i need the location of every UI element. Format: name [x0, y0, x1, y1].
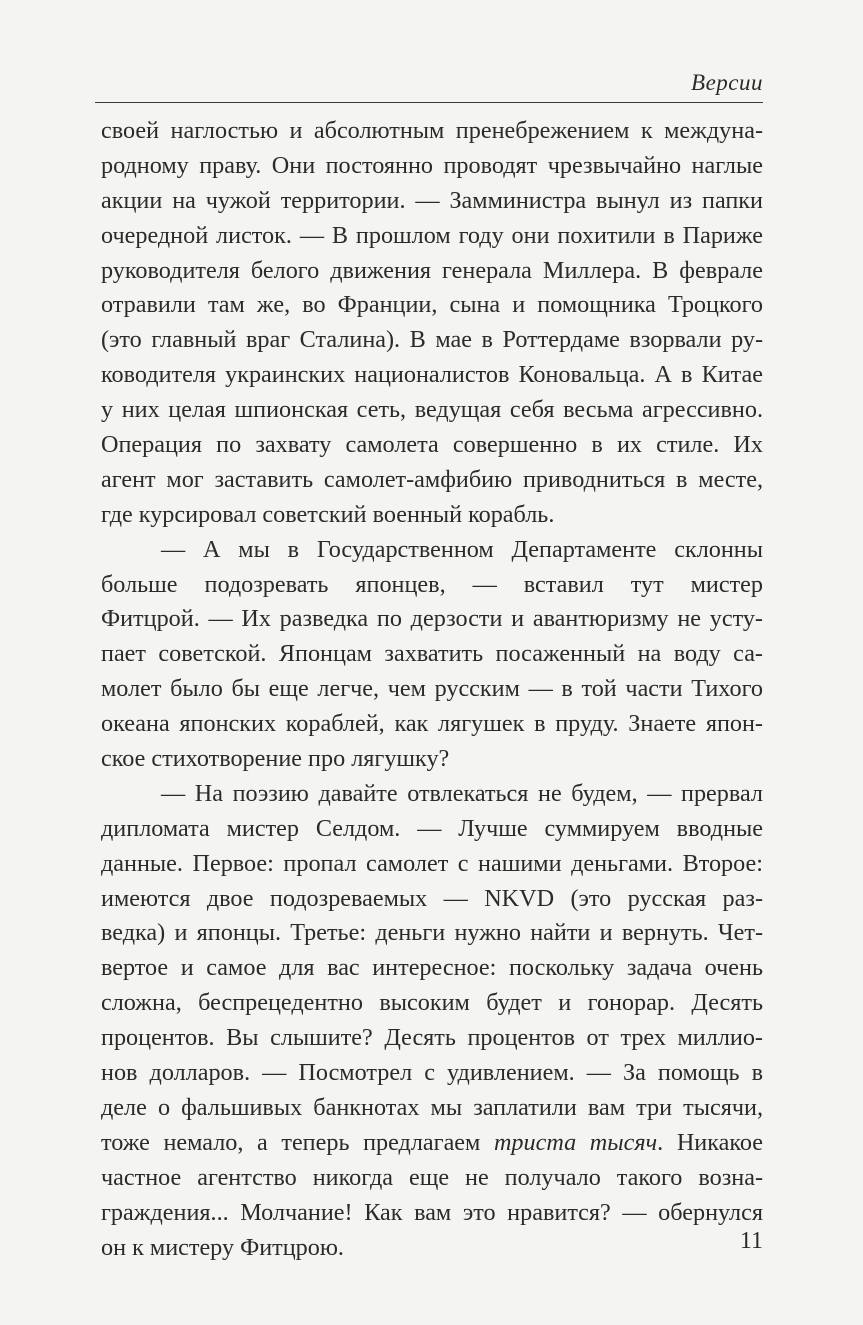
- text-line: данные. Первое: пропал самолет с нашими деньгами. Второе:: [101, 849, 763, 877]
- text-line: Фитцрой. — Их разведка по дерзости и авантюризму не усту-: [101, 605, 763, 633]
- text-line: дипломата мистер Селдом. — Лучше суммируем вводные: [101, 814, 763, 842]
- text-line: Операция по захвату самолета совершенно в их стиле. Их: [101, 431, 763, 459]
- emphasis-text: триста тысяч: [493, 1128, 658, 1156]
- text-line: частное агентство никогда еще не получало такого возна-: [101, 1163, 763, 1191]
- text-line: агент мог заставить самолет-амфибию приводниться в месте,: [101, 465, 763, 493]
- text-line: [101, 1126, 763, 1161]
- text-segment: тоже немало, а теперь предлагаем: [101, 1128, 494, 1156]
- text-line: граждения... Молчание! Как вам это нравится? — обернулся: [101, 1198, 763, 1226]
- text-line: пает советской. Японцам захватить посаженный на воду са-: [101, 640, 763, 668]
- text-line: больше подозревать японцев, — вставил тут мистер: [101, 570, 763, 598]
- text-line: океана японских кораблей, как лягушек в пруду. Знаете япон-: [101, 710, 763, 738]
- text-line: — А мы в Государственном Департаменте склонны: [161, 535, 763, 563]
- running-head-title: Версии: [691, 70, 763, 95]
- text-line: родному праву. Они постоянно проводят чрезвычайно наглые: [101, 151, 763, 179]
- text-line: (это главный враг Сталина). В мае в Роттердаме взорвали ру-: [101, 326, 763, 354]
- page-number: 11: [739, 1228, 763, 1254]
- text-line: отравили там же, во Франции, сына и помощника Троцкого: [101, 291, 763, 319]
- body-text: [101, 114, 763, 1265]
- text-line: ское стихотворение про лягушку?: [101, 745, 450, 773]
- text-line: ководителя украинских националистов Коновальца. А в Китае: [101, 361, 763, 389]
- text-line: ведка) и японцы. Третье: деньги нужно найти и вернуть. Чет-: [101, 919, 763, 947]
- text-line: молет было бы еще легче, чем русским — в той части Тихого: [101, 675, 763, 703]
- text-line: руководителя белого движения генерала Миллера. В феврале: [101, 256, 763, 284]
- text-line: процентов. Вы слышите? Десять процентов от трех миллио-: [101, 1024, 763, 1052]
- text-line: акции на чужой территории. — Замминистра вынул из папки: [101, 186, 763, 214]
- text-segment: . Никакое: [657, 1128, 763, 1156]
- header-rule: [95, 102, 763, 103]
- text-line: сложна, беспрецедентно высоким будет и гонорар. Десять: [101, 989, 763, 1017]
- text-line: у них целая шпионская сеть, ведущая себя весьма агрессивно.: [101, 396, 763, 424]
- text-line: где курсировал советский военный корабль.: [101, 500, 555, 528]
- text-line: очередной листок. — В прошлом году они похитили в Париже: [101, 221, 763, 249]
- text-line: своей наглостью и абсолютным пренебрежением к междуна-: [101, 117, 763, 144]
- text-line: — На поэзию давайте отвлекаться не будем, — прервал: [161, 779, 763, 807]
- text-line: деле о фальшивых банкнотах мы заплатили вам три тысячи,: [101, 1093, 763, 1121]
- text-line: нов долларов. — Посмотрел с удивлением. — За помощь в: [101, 1059, 763, 1087]
- text-line: вертое и самое для вас интересное: поскольку задача очень: [101, 954, 763, 982]
- text-line: имеются двое подозреваемых — NKVD (это русская раз-: [101, 884, 763, 912]
- text-line: он к мистеру Фитцрою.: [101, 1233, 344, 1261]
